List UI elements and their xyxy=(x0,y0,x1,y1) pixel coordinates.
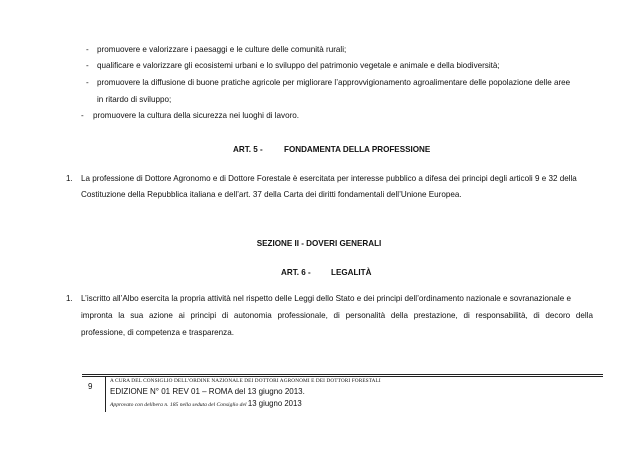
bullet-item: qualificare e valorizzare gli ecosistemi urbani e lo sviluppo del patrimonio vegetale e animale e della biodiversità; xyxy=(97,61,500,70)
article-title: FONDAMENTA DELLA PROFESSIONE xyxy=(284,145,431,154)
bullet-marker: - xyxy=(86,78,89,87)
footer-divider xyxy=(105,376,106,412)
footer-approval-text: Approvato con delibera n. 185 nella seduta del Consiglio del xyxy=(110,402,247,408)
page-number: 9 xyxy=(88,382,93,391)
paragraph-text: La professione di Dottore Agronomo e di Dottore Forestale è esercitata per interesse pubblico a difesa dei principi degli articoli 9 e 32 della xyxy=(81,174,577,183)
paragraph-text: Costituzione della Repubblica italiana e dell’art. 37 della Carta dei diritti fondamentali dell’Unione Europea. xyxy=(81,190,462,199)
paragraph-number: 1. xyxy=(66,174,73,183)
footer-rule xyxy=(82,376,603,377)
footer-publisher: A CURA DEL CONSIGLIO DELL’ORDINE NAZIONALE DEI DOTTORI AGRONOMI E DEI DOTTORI FORESTALI xyxy=(110,378,381,384)
article-label: ART. 5 - xyxy=(233,145,263,154)
bullet-marker: - xyxy=(81,111,84,120)
bullet-marker: - xyxy=(86,45,89,54)
section-title: SEZIONE II - DOVERI GENERALI xyxy=(256,239,382,248)
paragraph-text: L’iscritto all’Albo esercita la propria attività nel rispetto delle Leggi dello Stato e dei principi dell’ordinamento nazionale e sovranazionale e xyxy=(81,294,571,303)
bullet-item-continuation: in ritardo di sviluppo; xyxy=(97,95,172,104)
article-title: LEGALITÀ xyxy=(331,268,372,277)
footer-approval-note xyxy=(110,399,302,408)
bullet-item: promuovere la diffusione di buone pratiche agricole per migliorare l’approvvigionamento agroalimentare delle popolazione delle aree xyxy=(97,78,571,87)
paragraph-text: impronta la sua azione ai principi di autonomia professionale, di personalità della prestazione, di responsabilità, di decoro della xyxy=(81,311,593,320)
bullet-item: promuovere e valorizzare i paesaggi e le culture delle comunità rurali; xyxy=(97,45,347,54)
bullet-item: promuovere la cultura della sicurezza nei luoghi di lavoro. xyxy=(93,111,300,120)
article-label: ART. 6 - xyxy=(281,268,311,277)
paragraph-number: 1. xyxy=(66,294,73,303)
footer-approval-date: 13 giugno 2013 xyxy=(247,399,302,408)
bullet-marker: - xyxy=(86,61,89,70)
paragraph-text: professione, di competenza e trasparenza. xyxy=(81,328,234,337)
footer-edition: EDIZIONE N° 01 REV 01 – ROMA del 13 giugno 2013. xyxy=(110,387,305,396)
footer-rule xyxy=(82,374,603,375)
